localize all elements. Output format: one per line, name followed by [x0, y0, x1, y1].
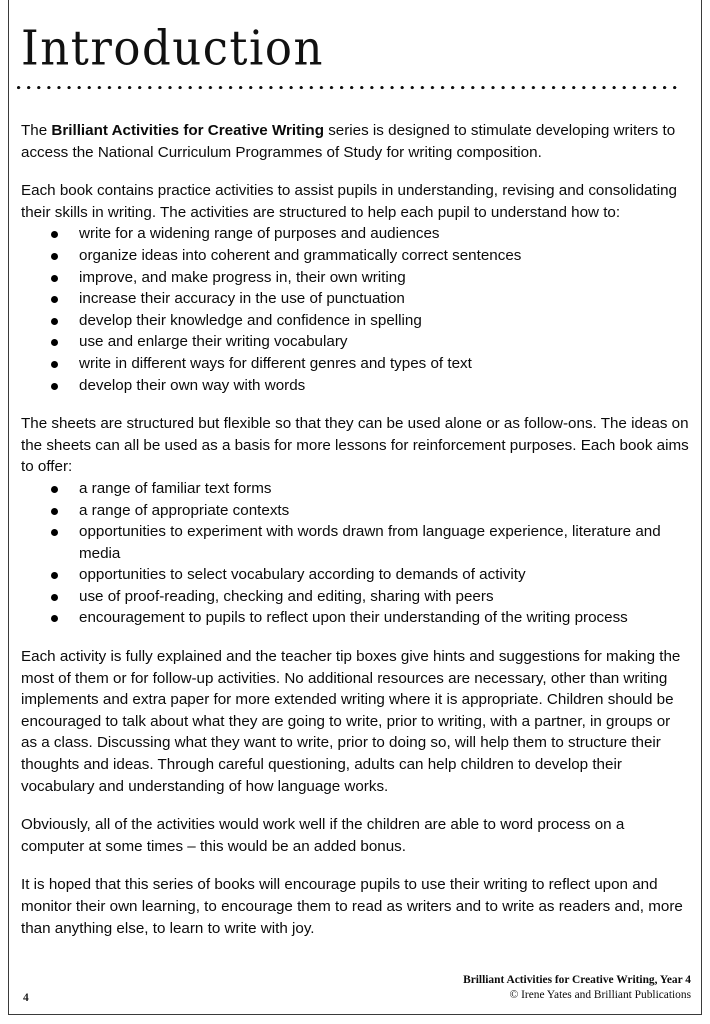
document-content — [21, 120, 689, 956]
page-title: Introduction — [21, 19, 324, 77]
page-footer — [9, 964, 701, 1008]
page-number: 4 — [23, 992, 29, 1004]
paragraph-6: It is hoped that this series of books will encourage pupils to use their writing to reflect upon and monitor their own learning, to encourage them to read as writers and to write as readers and, more than anything else, to learn to write with joy. — [21, 876, 683, 937]
list-item: use and enlarge their writing vocabulary — [21, 331, 689, 353]
page-inner — [9, 0, 701, 1014]
list-item: write for a widening range of purposes and audiences — [21, 223, 689, 245]
intro-text-after: series is designed to stimulate developing writers to access the National Curriculum Programmes of Study for writing composition. — [21, 122, 676, 161]
intro-paragraph — [21, 120, 689, 163]
list-item: a range of familiar text forms — [21, 478, 689, 500]
footer-copyright-line: © Irene Yates and Brilliant Publications — [509, 988, 691, 1001]
paragraph-2: Each book contains practice activities to assist pupils in understanding, revising and consolidating their skills in writing. The activities are structured to help each pupil to understand how to: — [21, 182, 677, 221]
dotted-divider — [17, 86, 677, 90]
series-name-bold: Brilliant Activities for Creative Writing — [51, 122, 324, 139]
list-item: opportunities to experiment with words drawn from language experience, literature and media — [21, 521, 689, 564]
list-item: encouragement to pupils to reflect upon their understanding of the writing process — [21, 607, 689, 629]
skills-bullet-list — [21, 223, 689, 396]
footer-title-line: Brilliant Activities for Creative Writing, Year 4 — [463, 974, 691, 986]
list-item: increase their accuracy in the use of punctuation — [21, 288, 689, 310]
list-item: a range of appropriate contexts — [21, 500, 689, 522]
list-item: organize ideas into coherent and grammatically correct sentences — [21, 245, 689, 267]
paragraph-4: Each activity is fully explained and the teacher tip boxes give hints and suggestions for making the most of them or for follow-up activities. No additional resources are necessary, other than writing implements and extra paper for more extended writing where it is appropriate. Children should be encouraged to talk about what they are going to write, prior to writing, with a partner, in groups or as a class. Discussing what they want to write, prior to doing so, will help them to structure their thoughts and ideas. Through careful questioning, adults can help children to develop their vocabulary and understanding of how language works. — [21, 648, 681, 795]
title-block — [21, 19, 621, 77]
offer-bullet-list — [21, 478, 689, 629]
list-item: improve, and make progress in, their own writing — [21, 267, 689, 289]
list-item: write in different ways for different genres and types of text — [21, 353, 689, 375]
document-page — [8, 0, 702, 1015]
footer-credit — [463, 973, 691, 1002]
paragraph-3: The sheets are structured but flexible so that they can be used alone or as follow-ons. The ideas on the sheets can all be used as a basis for more lessons for reinforcement purposes. Each book aims to offer: — [21, 415, 689, 476]
list-item: opportunities to select vocabulary according to demands of activity — [21, 564, 689, 586]
list-item: use of proof-reading, checking and editing, sharing with peers — [21, 586, 689, 608]
list-item: develop their knowledge and confidence in spelling — [21, 310, 689, 332]
paragraph-5: Obviously, all of the activities would work well if the children are able to word process on a computer at some times – this would be an added bonus. — [21, 816, 625, 855]
intro-text-before: The — [21, 122, 52, 139]
list-item: develop their own way with words — [21, 375, 689, 397]
